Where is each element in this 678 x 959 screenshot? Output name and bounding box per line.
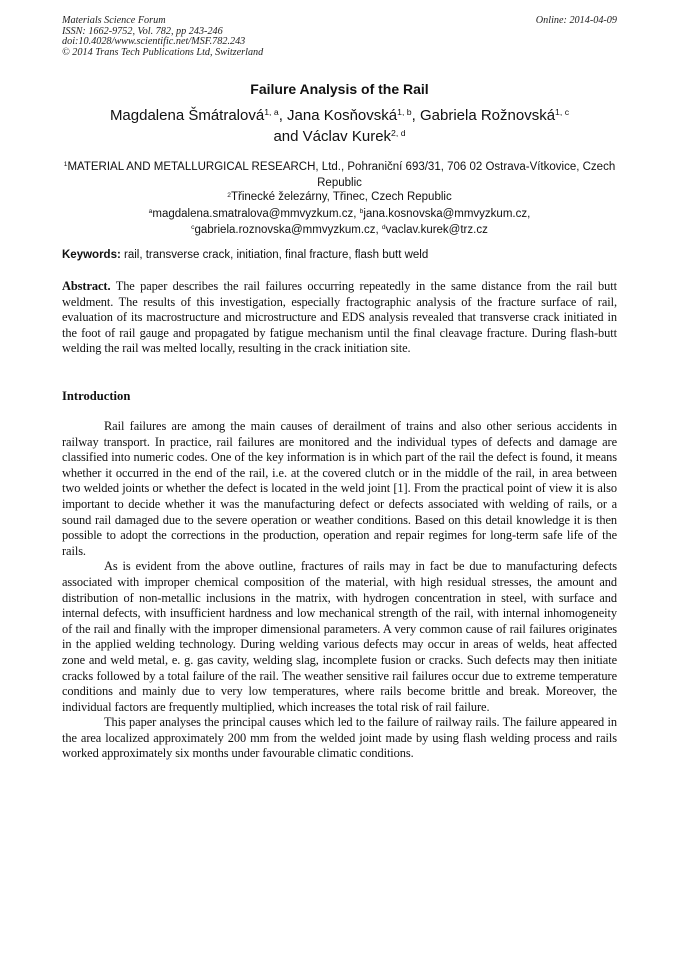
author-affil-mark: 2, d: [391, 128, 406, 139]
paper-title: Failure Analysis of the Rail: [250, 81, 429, 97]
affiliations: [62, 160, 617, 239]
email-link[interactable]: vaclav.kurek@trz.cz: [385, 223, 488, 236]
email-link[interactable]: jana.kosnovska@mmvyzkum.cz,: [363, 207, 531, 220]
copyright-line: © 2014 Trans Tech Publications Ltd, Switzerland: [62, 46, 264, 58]
email-link[interactable]: gabriela.roznovska@mmvyzkum.cz,: [194, 223, 379, 236]
author-line-2: [62, 127, 617, 148]
affiliation-1: $^1$MATERIAL AND METALLURGICAL RESEARCH, Ltd., Pohraniční 693/31, 706 02 Ostrava-Vítkovice, Czech Republic: [63, 161, 616, 190]
keywords-label: Keywords:: [62, 249, 121, 261]
abstract: [62, 279, 617, 357]
author-affil-mark: 1, a: [264, 107, 279, 118]
author-name: Jana Kosňovská: [287, 107, 398, 124]
author-name: Magdalena Šmátralová: [109, 107, 265, 124]
doi-line: doi:10.4028/www.scientific.net/MSF.782.243: [62, 36, 246, 48]
author-affil-mark: 1, b: [397, 107, 412, 118]
journal-header: [62, 16, 617, 58]
author-list: [62, 106, 617, 148]
affiliation-2: $^2$Třinecké železárny, Třinec, Czech Republic: [227, 191, 452, 204]
journal-name: Materials Science Forum: [62, 15, 166, 26]
email-link[interactable]: magdalena.smatralova@mmvyzkum.cz,: [152, 207, 357, 220]
author-name: Václav Kurek: [302, 128, 392, 145]
introduction-body: [62, 419, 617, 762]
abstract-label: Abstract.: [62, 279, 111, 293]
paragraph: As is evident from the above outline, fractures of rails may in fact be due to manufacturing defects associated with improper chemical composition of the material, with high residual stresses, the amount and distribution of non-metallic inclusions in the matrix, with hydrogen concentration in steel, with surface and internal defects, with insufficient hardness and low mechanical strength of the rail, with internal inhomogeneity of the rail and finally with the improper dimensional parameters. A very common cause of rail failures originates in the applied welding technology. During welding various defects may occur in areas of welds, heat affected zone and weld metal, e. g. gas cavity, welding slag, incomplete fusion or cracks. Such defects may then initiate cracks followed by a total failure of the rail. The weather sensitive rail failures occur due to extreme temperature conditions and mainly due to very low temperatures, where rails become brittle and break. Moreover, the individual factors are frequently multiplied, which increases the total risk of rail failure.: [62, 559, 617, 714]
keywords: [62, 248, 617, 262]
section-heading-introduction: Introduction: [62, 389, 131, 403]
author-name: Gabriela Rožnovská: [419, 107, 556, 124]
author-affil-mark: 1, c: [555, 107, 570, 118]
author-line-1: Magdalena Šmátralová$^{1, a}$, Jana Kosňovská$^{1, b}$, Gabriela Rožnovská$^{1, c}$: [109, 107, 570, 124]
email-line-1: $^a$magdalena.smatralova@mmvyzkum.cz, $^b$jana.kosnovska@mmvyzkum.cz,: [148, 207, 531, 220]
email-line-2: $^c$gabriela.roznovska@mmvyzkum.cz, $^d$vaclav.kurek@trz.cz: [191, 223, 488, 236]
paragraph: Rail failures are among the main causes of derailment of trains and also other serious accidents in railway transport. In practice, rail failures are monitored and the individual types of defects and damage are classified into numeric codes. One of the key information is in which part of the rail the defect is found, it means whether it occurred in the end of the rail, i.e. at the covered clutch or in the middle of the rail, in area between two welded joints or whether the defect is located in the weld joint [1]. From the practical point of view it is also important to decide whether it was the manufacturing defect or defects associated with welding of rails, or a sound rail damaged due to the severe operation or weather conditions. Based on this detail knowledge it is then possible to adopt the corrections in the production, operation and repair regimes for long-term safe life of the rails.: [62, 419, 617, 558]
abstract-text: The paper describes the rail failures occurring repeatedly in the same distance from the rail butt weldment. The results of this investigation, especially fractographic analysis of the fracture surface of rail, evaluation of its macrostructure and microstructure and EDS analysis revealed that transverse crack initiated in the foot of rail gauge and propagated by fatigue mechanism until the final cleavage fracture. During flash-butt welding the rail was melted locally, resulting in the crack initiation site.: [62, 279, 617, 356]
author-conjunction: and: [273, 128, 299, 145]
keywords-text: rail, transverse crack, initiation, final fracture, flash butt weld: [124, 249, 429, 261]
issn-line: ISSN: 1662-9752, Vol. 782, pp 243-246: [62, 25, 223, 37]
paragraph: This paper analyses the principal causes which led to the failure of railway rails. The failure appeared in the area localized approximately 200 mm from the welded joint made by using flash welding process and rails worked approximately six months under favourable climatic conditions.: [62, 715, 617, 761]
online-date: Online: 2014-04-09: [535, 15, 617, 26]
